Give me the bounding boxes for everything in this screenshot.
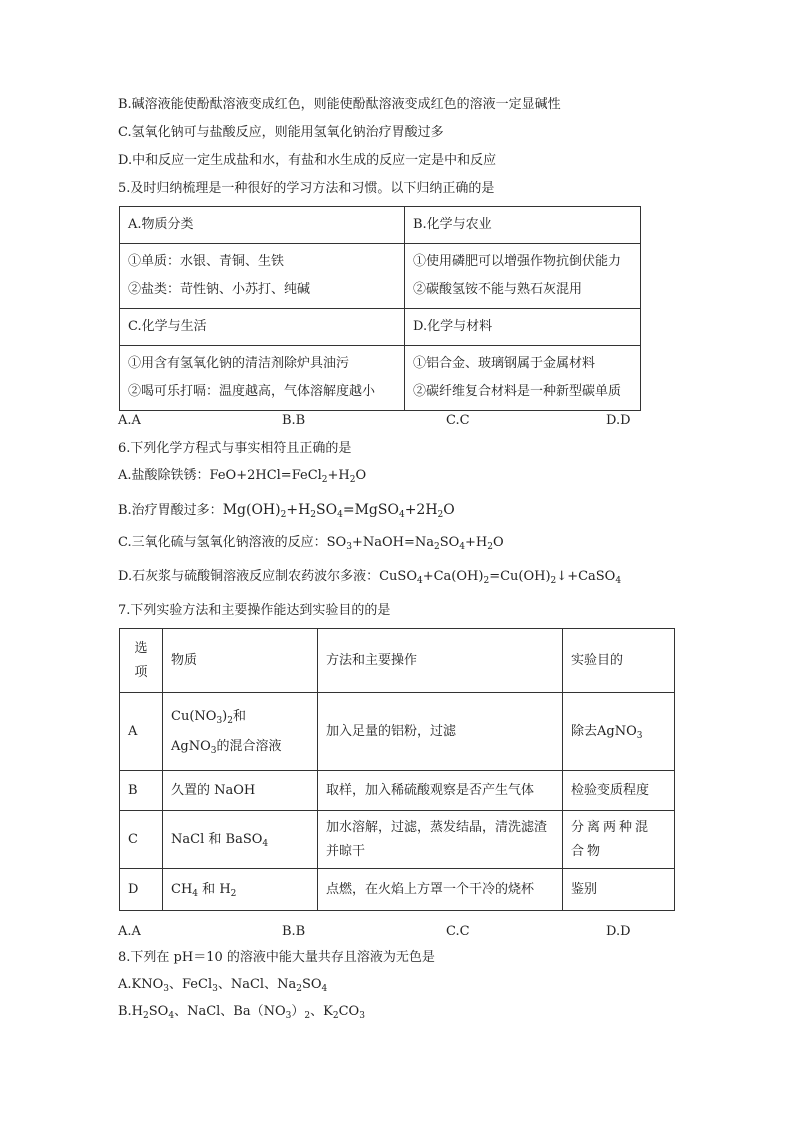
q7-row-c-option: C [120,811,163,869]
q6-stem: 6.下列化学方程式与事实相符且正确的是 [118,441,352,456]
q5-c-item-1: ①用含有氢氧化钠的清洁剂除炉具油污 [128,356,350,371]
q6-d-prefix: D.石灰浆与硫酸铜溶液反应制农药波尔多液： [118,569,380,584]
q6-a-equation: $FeO+2HCl=FeCl_2+H_2O$ [209,468,367,485]
q7-row-b-option: B [120,771,163,811]
q7-row-a-method: 加入足量的铝粉，过滤 [318,693,563,771]
q5-b-item-1: ①使用磷肥可以增强作物抗倒伏能力 [413,254,622,269]
q4-option-c: C.氢氧化钠可与盐酸反应，则能用氢氧化钠治疗胃酸过多 [118,125,444,140]
q7-row-c-purpose: 分离两种混合物 [563,811,675,869]
q6-option-d [118,568,621,586]
q5-c-item-2: ②喝可乐打嗝：温度越高，气体溶解度越小 [128,384,376,399]
q6-c-equation: $SO_3+NaOH=Na_2SO_4+H_2O$ [326,535,504,552]
q7-header-method: 方法和主要操作 [318,629,563,693]
q5-a-body [120,244,405,309]
q5-table [119,206,641,411]
q6-a-prefix: A.盐酸除铁锈： [118,468,210,483]
q5-choice-c[interactable]: C.C [446,413,470,428]
q7-table [119,628,675,911]
precipitate-arrow-icon: ↓ [556,569,568,584]
q7-row-a-substance: $Cu(NO_3)_2$和 AgNO$_3$的混合溶液 [163,693,318,771]
q7-stem: 7.下列实验方法和主要操作能达到实验目的的是 [118,603,391,618]
q5-a-head: A.物质分类 [120,207,405,244]
q5-d-item-1: ①铝合金、玻璃钢属于金属材料 [413,356,596,371]
q7-choice-c[interactable]: C.C [446,924,470,939]
q4-option-d: D.中和反应一定生成盐和水，有盐和水生成的反应一定是中和反应 [118,153,497,168]
q8-stem: 8.下列在 pH＝10 的溶液中能大量共存且溶液为无色是 [118,950,435,965]
q6-b-prefix: B.治疗胃酸过多： [118,503,223,518]
q5-a-item-1: ①单质：水银、青铜、生铁 [128,254,285,269]
q5-b-item-2: ②碳酸氢铵不能与熟石灰混用 [413,282,583,297]
q7-row-d-option: D [120,869,163,911]
q5-a-item-2: ②盐类：苛性钠、小苏打、纯碱 [128,282,311,297]
q7-header-purpose: 实验目的 [563,629,675,693]
q5-choice-b[interactable]: B.B [282,413,306,428]
q6-d-equation: $CuSO_4+Ca(OH)_2=Cu(OH)_2↓+CaSO_4$ [379,569,622,586]
q5-choice-a[interactable]: A.A [118,413,141,428]
q5-d-body [405,346,641,411]
q5-stem: 5.及时归纳梳理是一种很好的学习方法和习惯。以下归纳正确的是 [118,181,495,196]
q7-choice-b[interactable]: B.B [282,924,306,939]
q7-row-d-purpose: 鉴别 [563,869,675,911]
q7-row-d-substance: $CH_4$ 和 $H_2$ [163,869,318,911]
q6-option-a [118,467,366,485]
q6-b-equation: $Mg(OH)_2+H_2SO_4=MgSO_4+2H_2O$ [222,502,455,520]
q7-row-c-method: 加水溶解，过滤，蒸发结晶，清洗滤渣并晾干 [318,811,563,869]
q5-c-body [120,346,405,411]
q7-header-option [120,629,163,693]
q7-choice-a[interactable]: A.A [118,924,141,939]
q5-c-head: C.化学与生活 [120,309,405,346]
q7-row-c-substance: NaCl 和 BaSO$_4$ [163,811,318,869]
q7-row-b-method: 取样，加入稀硫酸观察是否产生气体 [318,771,563,811]
q5-b-body [405,244,641,309]
q4-option-b: B.碱溶液能使酚酞溶液变成红色，则能使酚酞溶液变成红色的溶液一定显碱性 [118,97,561,112]
q7-row-d-method: 点燃，在火焰上方罩一个干冷的烧杯 [318,869,563,911]
q5-d-head: D.化学与材料 [405,309,641,346]
q7-header-option-2: 项 [134,664,148,680]
q7-row-a-purpose: 除去AgNO$_3$ [563,693,675,771]
q7-choice-d[interactable]: D.D [606,924,631,939]
q5-d-item-2: ②碳纤维复合材料是一种新型碳单质 [413,384,622,399]
q7-row-b-substance: 久置的 NaOH [163,771,318,811]
q6-option-c [118,534,504,552]
q8-option-b: $B.H_2SO_4$、NaCl、$Ba(NO_3)_2$、$K_2CO_3$ [118,1004,365,1021]
q6-c-prefix: C.三氧化硫与氢氧化钠溶液的反应： [118,535,327,550]
q7-header-substance: 物质 [163,629,318,693]
q6-option-b [118,501,455,520]
q7-row-a-option: A [120,693,163,771]
q7-row-b-purpose: 检验变质程度 [563,771,675,811]
q5-b-head: B.化学与农业 [405,207,641,244]
q8-option-a: $A.KNO_3$、FeCl$_3$、NaCl、$Na_2SO_4$ [118,977,328,994]
q5-choice-d[interactable]: D.D [606,413,631,428]
q7-header-option-1: 选 [134,640,148,656]
